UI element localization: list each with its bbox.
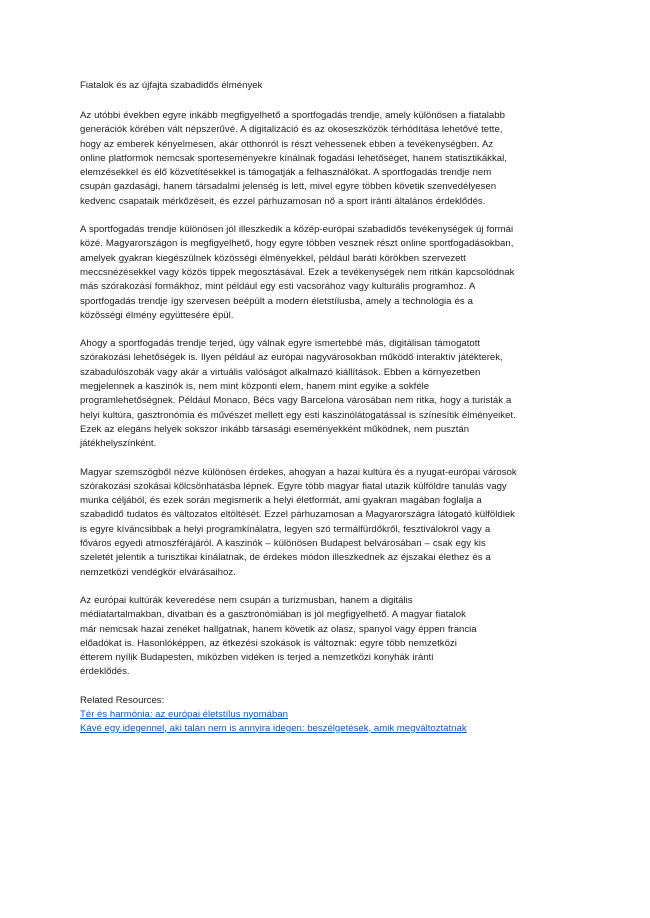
text-line: elemzésekkel és élő közvetítésekkel is támogatják a felhasználókat. A sportfogadás trendje nem [80, 167, 492, 179]
text-line: meccsnézésekkel vagy közös tippek megosztásával. Ezek a tevékenységek nem ritkán kapcsolódnak [80, 266, 515, 278]
text-line: generációk körében vált népszerűvé. A digitalizáció és az okoseszközök térhódítása lehetővé tette, [80, 124, 503, 136]
text-line: szórakozási lehetőségek is. Ilyen például az európai nagyvárosokban működő interaktív játékterek, [80, 352, 503, 364]
text-line: sportfogadás trendje így szervesen beépült a modern életstílusba, amely a technológia és a [80, 295, 473, 307]
related-resources-list [80, 708, 572, 736]
paragraph-2 [80, 223, 572, 323]
text-line: nemzetközi vendégkör elvárásaihoz. [80, 566, 236, 578]
text-line: A sportfogadás trendje különösen jól illeszkedik a közép-európai szabadidős tevékenységek új formái [80, 224, 514, 236]
list-item [80, 708, 572, 722]
text-line: helyi kultúra, gasztronómia és művészet mellett egy esti kaszinólátogatással is színesítik élményeiket. [80, 409, 516, 421]
text-line: Magyar szemszögből nézve különösen érdekes, ahogyan a hazai kultúra és a nyugat-európai városok [80, 466, 517, 478]
text-line: megjelennek a kaszinók is, nem mint központi elem, hanem mint egyike a sokféle [80, 381, 430, 393]
paragraph-4 [80, 466, 572, 580]
text-line: munka céljából, és ezek során megismerik a helyi életformát, ami gyakran magában foglalja a [80, 495, 482, 507]
text-line: programlehetőségnek. Például Monaco, Bécs vagy Barcelona városában nem ritka, hogy a turisták a [80, 395, 512, 407]
text-line: Ahogy a sportfogadás trendje terjed, úgy válnak egyre ismertebbé más, digitálisan támogatott [80, 338, 481, 350]
text-line: médiatartalmakban, divatban és a gasztronómiában is jól megfigyelhető. A magyar fiatalok [80, 609, 466, 621]
paragraph-5 [80, 594, 572, 680]
text-line: szeletét jelentik a turisztikai kínálatnak, de érdekes módon illeszkednek az éjszakai élethez és a [80, 552, 491, 564]
text-line: játékhelyszínként. [80, 438, 157, 450]
text-line: közé. Magyarországon is megfigyelhető, hogy egyre többen vesznek részt online sportfogadásokban, [80, 238, 514, 250]
text-line: hogy az emberek kényelmesen, akár otthonról is részt vehessenek ebben a tevékenységben. Az [80, 138, 494, 150]
text-line: amelyek gyakran kiegészülnek közösségi élményekkel, például baráti körökben szervezett [80, 252, 466, 264]
text-line: csupán gazdasági, hanem társadalmi jelenség is lett, mivel egyre többen követik szenvedélyesen [80, 181, 497, 193]
related-link-kave-egy-idegennel[interactable]: Kávé egy idegennel, aki talán nem is annyira idegen: beszélgetések, amik megváltoztatnak [80, 722, 467, 734]
list-item [80, 722, 572, 736]
text-line: Az európai kultúrák keveredése nem csupán a turizmusban, hanem a digitális [80, 594, 413, 606]
text-line: már nemcsak hazai zenéket hallgatnak, hanem követik az olasz, spanyol vagy éppen francia [80, 623, 477, 635]
paragraph-3 [80, 337, 572, 451]
text-line: szabadulószobák vagy akár a virtuális valóságot alkalmazó kiállítások. Ebben a környezetben [80, 366, 481, 378]
text-line: online platformok nemcsak sporteseményekre kínálnak fogadási lehetőséget, hanem statisztikákkal, [80, 152, 507, 164]
document-title: Fiatalok és az újfajta szabadidős élmények [80, 80, 263, 91]
related-link-ter-es-harmonia[interactable]: Tér és harmónia: az európai életstílus nyomában [80, 708, 288, 720]
text-line: kedvenc csapataik mérkőzéseit, és ezzel párhuzamosan nő a sport iránti általános érdeklődés. [80, 195, 486, 207]
text-line: közösségi élmény együttesére épül. [80, 309, 234, 321]
document-page [80, 79, 572, 736]
text-line: érdeklődés. [80, 666, 130, 678]
text-line: szabadidő tudatos és változatos eltöltését. Ezzel párhuzamosan a Magyarországra látogató külföldiek [80, 509, 515, 521]
paragraph-1 [80, 109, 572, 209]
text-line: étterem nyílik Budapesten, miközben vidéken is terjed a nemzetközi konyhák iránti [80, 652, 434, 664]
text-line: előadókat is. Hasonlóképpen, az étkezési szokások is változnak: egyre több nemzetközi [80, 637, 457, 649]
text-line: is egyre kíváncsibbak a helyi programkínálatra, legyen szó termálfürdőkről, fesztiválokról vagy a [80, 523, 491, 535]
text-line: más szórakozási formákhoz, mint például egy esti vacsorához vagy kulturális programhoz. A [80, 281, 476, 293]
text-line: szórakozási szokásai kölcsönhatásba lépnek. Egyre több magyar fiatal utazik külföldre tanulás vagy [80, 480, 507, 492]
related-resources-heading: Related Resources: [80, 694, 165, 706]
text-line: Ezek az elegáns helyek sokszor inkább társasági eseményekként működnek, nem pusztán [80, 423, 470, 435]
text-line: Az utóbbi években egyre inkább megfigyelhető a sportfogadás trendje, amely különösen a fiatalabb [80, 110, 505, 121]
text-line: főváros egyedi atmoszférájáról. A kaszinók – különösen Budapest belvárosában – csak egy kis [80, 538, 486, 550]
